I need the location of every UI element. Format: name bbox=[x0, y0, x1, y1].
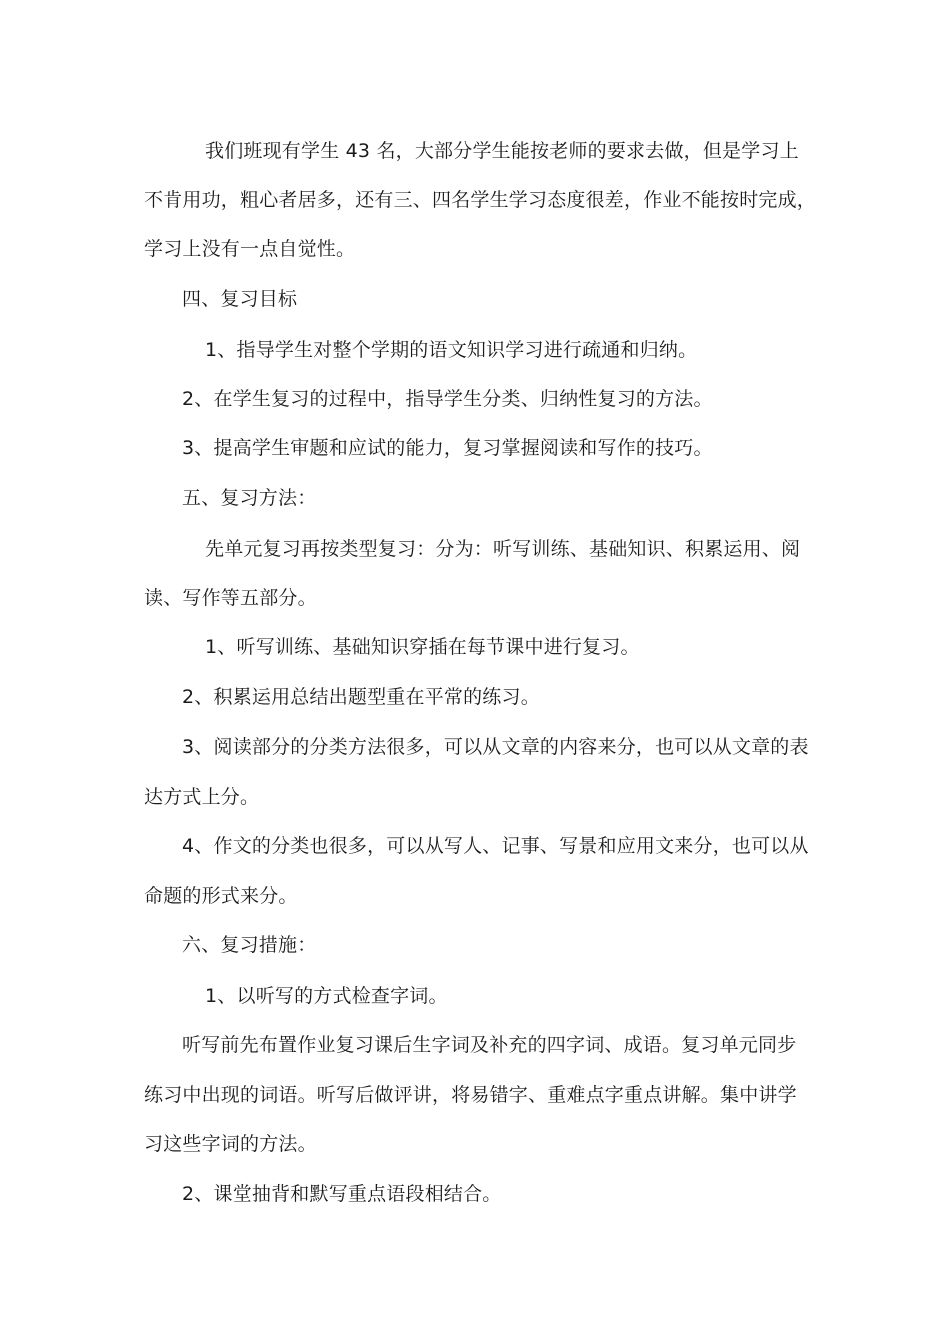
section-heading: 五、复习方法： bbox=[182, 487, 317, 509]
list-item: 1、指导学生对整个学期的语文知识学习进行疏通和归纳。 bbox=[205, 339, 698, 361]
paragraph-line: 练习中出现的词语。听写后做评讲，将易错字、重难点字重点讲解。集中讲学 bbox=[144, 1084, 797, 1106]
list-item: 2、积累运用总结出题型重在平常的练习。 bbox=[182, 686, 540, 708]
paragraph-line: 习这些字词的方法。 bbox=[144, 1133, 317, 1155]
paragraph-line: 听写前先布置作业复习课后生字词及补充的四字词、成语。复习单元同步 bbox=[182, 1034, 797, 1056]
paragraph-line: 学习上没有一点自觉性。 bbox=[144, 238, 356, 260]
paragraph-line: 先单元复习再按类型复习：分为：听写训练、基础知识、积累运用、阅 bbox=[205, 538, 801, 560]
paragraph-line: 我们班现有学生 43 名，大部分学生能按老师的要求去做，但是学习上 bbox=[205, 140, 799, 162]
list-item: 1、听写训练、基础知识穿插在每节课中进行复习。 bbox=[205, 636, 640, 658]
list-item: 4、作文的分类也很多，可以从写人、记事、写景和应用文来分，也可以从 bbox=[182, 835, 809, 857]
list-item: 3、提高学生审题和应试的能力，复习掌握阅读和写作的技巧。 bbox=[182, 437, 713, 459]
list-item: 2、课堂抽背和默写重点语段相结合。 bbox=[182, 1183, 502, 1205]
paragraph-line: 不肯用功，粗心者居多，还有三、四名学生学习态度很差，作业不能按时完成， bbox=[144, 189, 817, 211]
section-heading: 六、复习措施： bbox=[182, 934, 317, 956]
list-item-continuation: 达方式上分。 bbox=[144, 786, 260, 808]
section-heading: 四、复习目标 bbox=[182, 288, 298, 310]
list-item: 2、在学生复习的过程中，指导学生分类、归纳性复习的方法。 bbox=[182, 388, 713, 410]
list-item: 3、阅读部分的分类方法很多，可以从文章的内容来分，也可以从文章的表 bbox=[182, 736, 809, 758]
paragraph-line: 读、写作等五部分。 bbox=[144, 587, 317, 609]
list-item: 1、以听写的方式检查字词。 bbox=[205, 985, 448, 1007]
list-item-continuation: 命题的形式来分。 bbox=[144, 885, 298, 907]
